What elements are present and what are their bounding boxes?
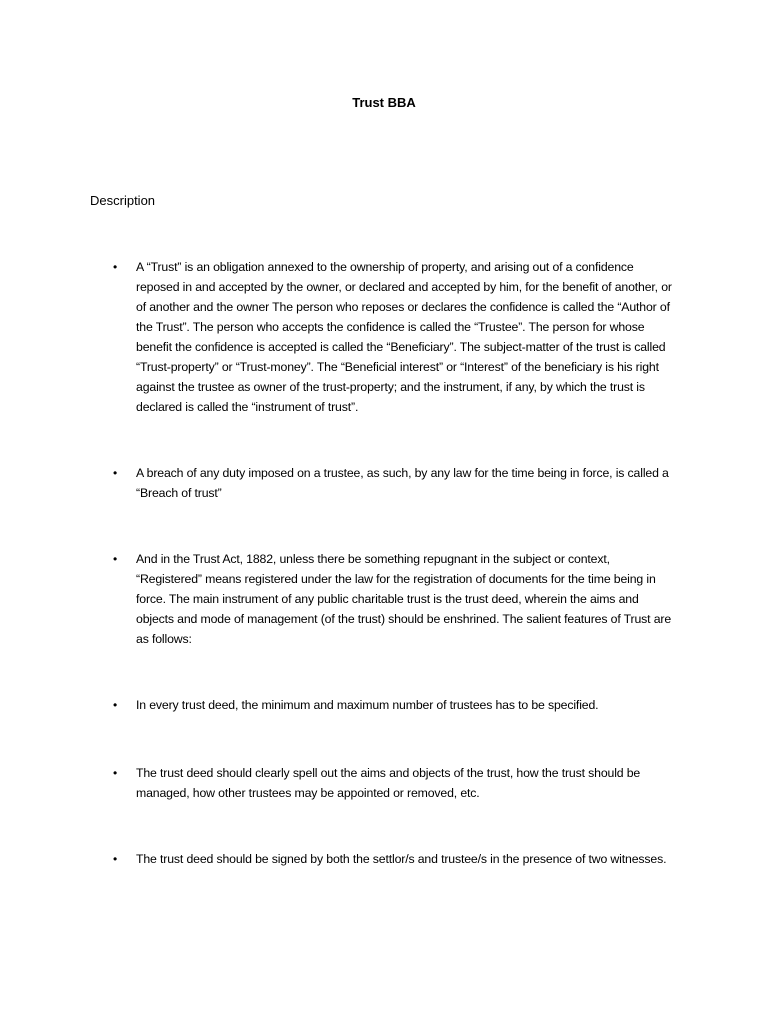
bullet-icon: • bbox=[113, 466, 118, 480]
bullet-icon: • bbox=[113, 852, 118, 866]
list-item bbox=[113, 549, 673, 649]
list-item-text: A “Trust” is an obligation annexed to the ownership of property, and arising out of a confidence reposed in and accepted by the owner, or declared and accepted by him, for the benefit of another, or of another and the owner The person who reposes or declares the confidence is called the “Author of the Trust”. The person who accepts the confidence is called the “Trustee”. The person for whose benefit the confidence is accepted is called the “Beneficiary”. The subject-matter of the trust is called “Trust-property” or “Trust-money”. The “Beneficial interest” or “Interest” of the beneficiary is his right against the trustee as owner of the trust-property; and the instrument, if any, by which the trust is declared is called the “instrument of trust”. bbox=[136, 260, 672, 414]
list-item bbox=[113, 463, 673, 503]
list-item-text: And in the Trust Act, 1882, unless there be something repugnant in the subject or context, “Registered” means registered under the law for the registration of documents for the time being in force. The main instrument of any public charitable trust is the trust deed, wherein the aims and objects and mode of management (of the trust) should be enshrined. The salient features of Trust are as follows: bbox=[136, 552, 672, 646]
bullet-icon: • bbox=[113, 766, 118, 780]
document-title: Trust BBA bbox=[352, 95, 416, 110]
list-item-text: The trust deed should be signed by both the settlor/s and trustee/s in the presence of two witnesses. bbox=[136, 852, 667, 866]
bullet-icon: • bbox=[113, 260, 118, 274]
list-item bbox=[113, 763, 673, 803]
bullet-icon: • bbox=[113, 698, 118, 712]
section-heading-description: Description bbox=[90, 193, 156, 208]
list-item bbox=[113, 257, 673, 417]
list-item-text: In every trust deed, the minimum and maximum number of trustees has to be specified. bbox=[136, 698, 599, 712]
list-item bbox=[113, 849, 673, 869]
list-item-text: The trust deed should clearly spell out the aims and objects of the trust, how the trust should be managed, how other trustees may be appointed or removed, etc. bbox=[136, 766, 641, 800]
list-item bbox=[113, 695, 673, 715]
bullet-icon: • bbox=[113, 552, 118, 566]
list-item-text: A breach of any duty imposed on a trustee, as such, by any law for the time being in force, is called a “Breach of trust” bbox=[136, 466, 669, 500]
